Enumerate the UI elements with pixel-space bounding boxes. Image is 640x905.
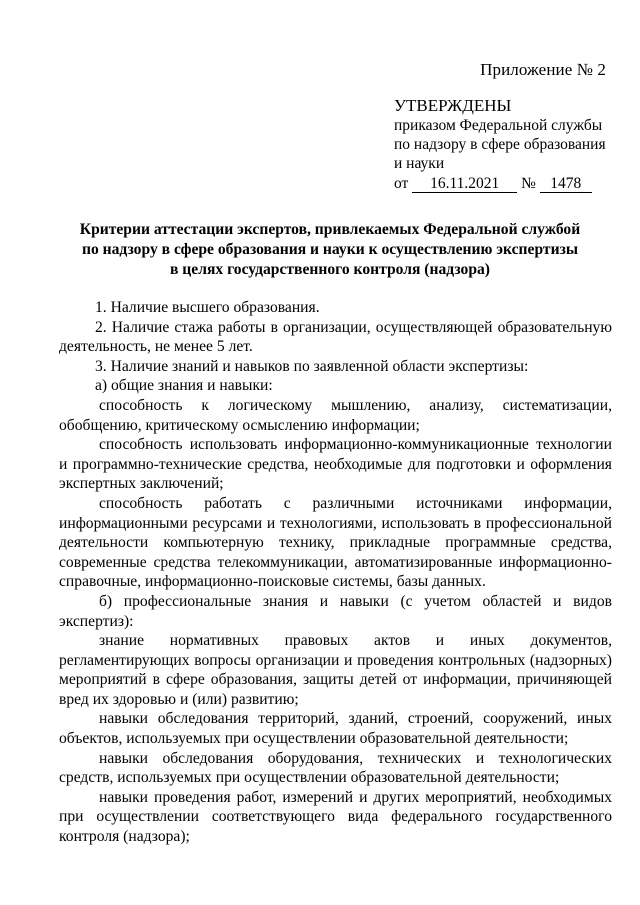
approval-heading: УТВЕРЖДЕНЫ xyxy=(394,96,512,115)
date-prefix: от xyxy=(394,175,409,192)
paragraph: способность использовать информационно-коммуникационные технологии и программно-технические средства, необходимые для подготовки и оформления экспертных заключений; xyxy=(59,436,612,493)
order-date: 16.11.2021 xyxy=(412,175,517,193)
paragraph: навыки обследования территорий, зданий, строений, сооружений, иных объектов, используемых при осуществлении образовательной деятельности; xyxy=(59,710,612,748)
paragraph: способность к логическому мышлению, анализу, систематизации, обобщению, критическому осмыслению информации; xyxy=(59,396,612,434)
appendix-label: Приложение № 2 xyxy=(480,60,606,79)
document-body xyxy=(59,298,612,847)
paragraph: знание нормативных правовых актов и иных документов, регламентирующих вопросы организации и проведения контрольных (надзорных) мероприятий в сфере образования, защиты детей от информации, причиняющей вред их здоровью и (или) развитию; xyxy=(59,632,612,708)
title-line: по надзору в сфере образования и науки к осуществлению экспертизы xyxy=(81,241,579,258)
title-line: Критерии аттестации экспертов, привлекаемых Федеральной службой xyxy=(79,221,581,238)
approval-date-number xyxy=(394,174,624,193)
approval-line: и науки xyxy=(394,155,445,172)
paragraph: б) профессиональные знания и навыки (с учетом областей и видов экспертиз): xyxy=(59,592,612,630)
approval-line: приказом Федеральной службы xyxy=(394,117,603,134)
paragraph: 2. Наличие стажа работы в организации, осуществляющей образовательную деятельность, не менее 5 лет. xyxy=(59,318,612,356)
title-line: в целях государственного контроля (надзора) xyxy=(169,261,490,278)
approval-block xyxy=(394,96,624,193)
number-prefix: № xyxy=(521,175,536,192)
paragraph: способность работать с различными источниками информации, информационными ресурсами и технологиями, использовать в профессиональной деятельности компьютерную технику, прикладные программные средства, современные средства телекоммуникации, автоматизированные информационно-справочные, информационно-поисковые системы, базы данных. xyxy=(59,494,612,591)
document-title xyxy=(60,220,600,280)
paragraph: а) общие знания и навыки: xyxy=(95,377,273,395)
paragraph: навыки обследования оборудования, технических и технологических средств, используемых при осуществлении образовательной деятельности; xyxy=(59,749,612,787)
paragraph: 3. Наличие знаний и навыков по заявленной области экспертизы: xyxy=(95,357,529,375)
paragraph: 1. Наличие высшего образования. xyxy=(95,299,320,316)
paragraph: навыки проведения работ, измерений и других мероприятий, необходимых при осуществлении соответствующего вида федерального государственного контроля (надзора); xyxy=(59,788,612,846)
order-number: 1478 xyxy=(540,175,592,193)
approval-line: по надзору в сфере образования xyxy=(394,136,606,153)
